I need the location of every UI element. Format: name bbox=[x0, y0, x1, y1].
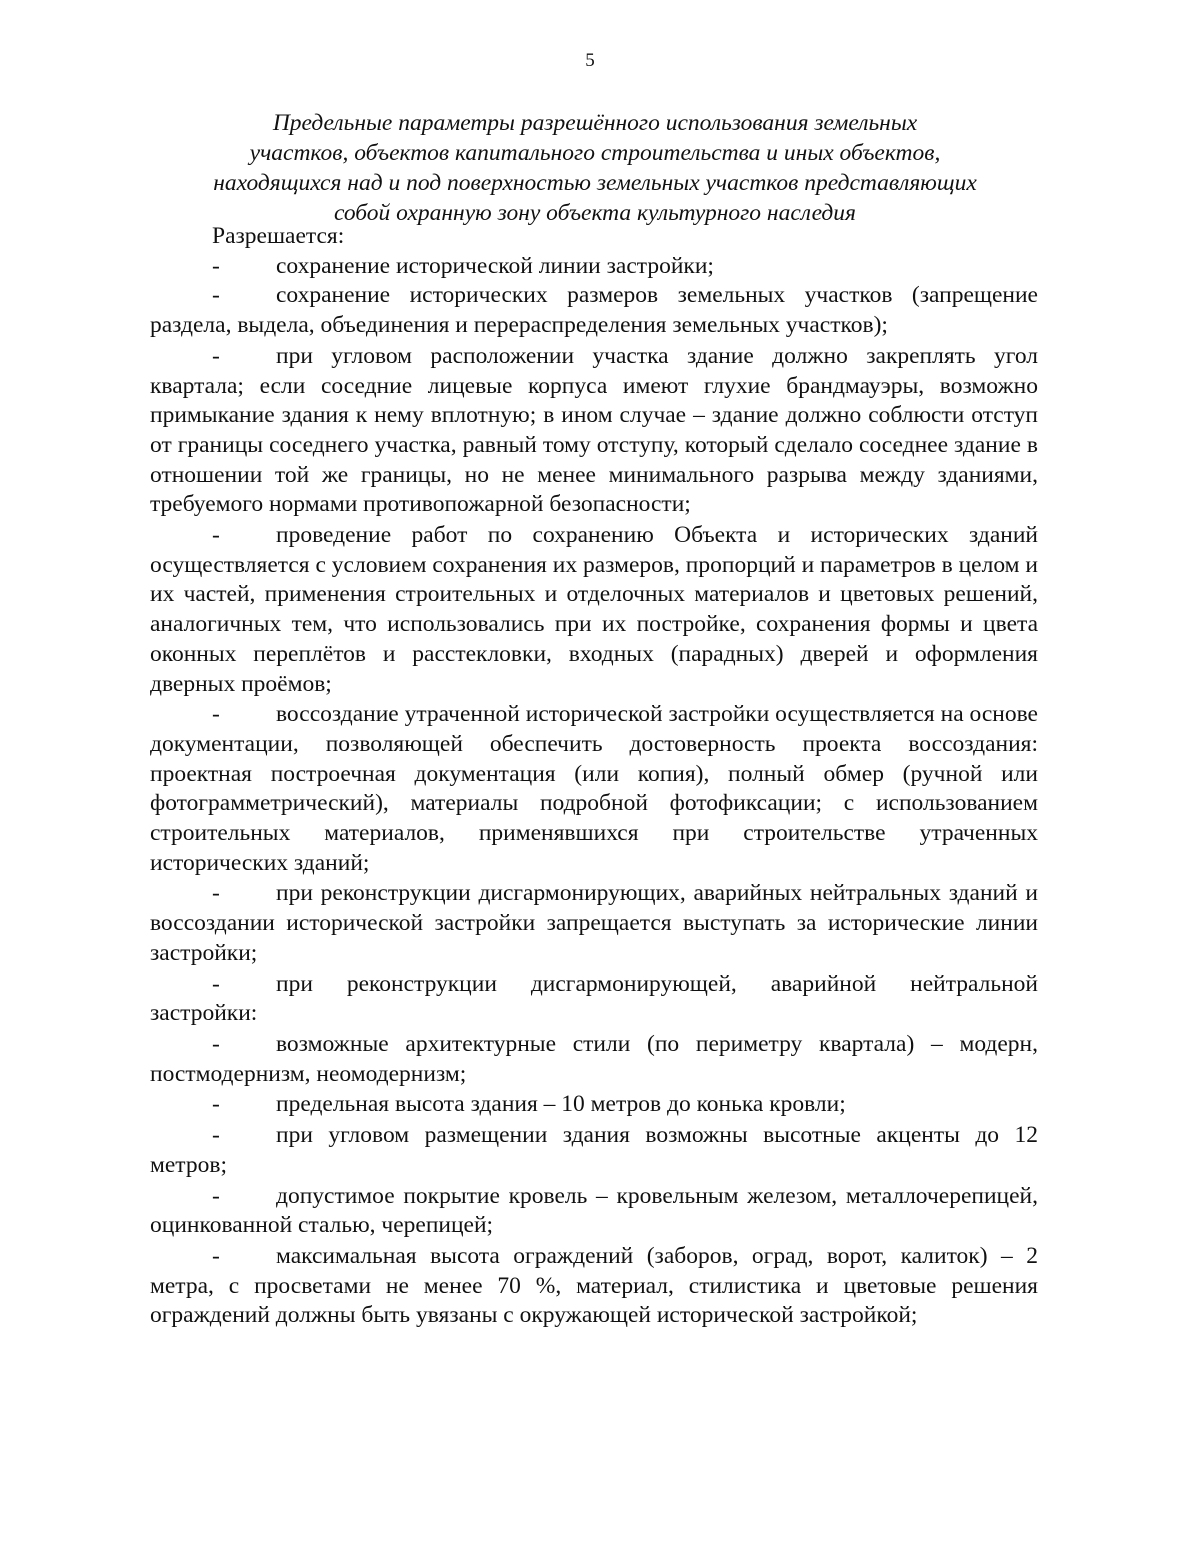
list-item bbox=[150, 879, 1038, 968]
list-dash: - bbox=[212, 342, 220, 369]
title-line: находящихся над и под поверхностью земельных участков представляющих bbox=[213, 170, 977, 196]
list-dash: - bbox=[212, 1030, 220, 1057]
list-item bbox=[150, 1242, 1038, 1331]
list-item-text: при угловом размещении здания возможны высотные акценты до 12 метров; bbox=[150, 1122, 1038, 1178]
list-item bbox=[150, 281, 1038, 340]
list-item bbox=[150, 252, 1038, 282]
list-dash: - bbox=[212, 1182, 220, 1209]
list-dash: - bbox=[212, 1091, 220, 1118]
list-dash: - bbox=[212, 701, 220, 728]
list-dash: - bbox=[212, 1242, 220, 1269]
list-dash: - bbox=[212, 252, 220, 279]
page-number: 5 bbox=[585, 50, 595, 71]
list-item-text: при реконструкции дисгармонирующей, аварийной нейтральной застройки: bbox=[150, 970, 1038, 1027]
document-body bbox=[150, 222, 1038, 1331]
list-item-text: сохранение исторических размеров земельных участков (запрещение раздела, выдела, объединения и перераспределения земельных участков); bbox=[150, 282, 1038, 339]
list-item-text: предельная высота здания – 10 метров до конька кровли; bbox=[276, 1091, 846, 1118]
title-line: собой охранную зону объекта культурного наследия bbox=[334, 200, 856, 226]
list-item bbox=[150, 1121, 1038, 1180]
list-item-text: возможные архитектурные стили (по периметру квартала) – модерн, постмодернизм, неомодернизм; bbox=[150, 1030, 1038, 1087]
list-item-text: допустимое покрытие кровель – кровельным железом, металлочерепицей, оцинкованной сталью, черепицей; bbox=[150, 1182, 1038, 1239]
list-dash: - bbox=[212, 970, 220, 997]
list-item-text: сохранение исторической линии застройки; bbox=[276, 252, 714, 279]
title-line: участков, объектов капитального строительства и иных объектов, bbox=[249, 140, 941, 166]
list-item-text: при реконструкции дисгармонирующих, аварийных нейтральных зданий и воссоздании исторической застройки запрещается выступать за исторические линии застройки; bbox=[150, 880, 1038, 966]
document-title bbox=[150, 108, 1040, 228]
list-item bbox=[150, 1182, 1038, 1241]
intro-label: Разрешается: bbox=[212, 223, 345, 249]
list-dash: - bbox=[212, 282, 220, 309]
list-item bbox=[150, 342, 1038, 520]
list-item-text: воссоздание утраченной исторической застройки осуществляется на основе документации, позволяющей обеспечить достоверность проекта воссоздания: проектная построечная документация (или копия), полный обмер (ручной или фотограмметрический), материалы подробной фотофиксации; с использованием строительных материалов, применявшихся при строительстве утраченных исторических зданий; bbox=[150, 701, 1038, 876]
list-item bbox=[150, 521, 1038, 699]
list-dash: - bbox=[212, 1122, 220, 1149]
list-item bbox=[150, 1030, 1038, 1089]
list-item bbox=[150, 1090, 1038, 1120]
list-dash: - bbox=[212, 522, 220, 549]
title-line: Предельные параметры разрешённого использования земельных bbox=[272, 110, 918, 136]
list-item-text: максимальная высота ограждений (заборов, оград, ворот, калиток) – 2 метра, с просветами не менее 70 %, материал, стилистика и цветовые решения ограждений должны быть увязаны с окружающей исторической застройкой; bbox=[150, 1242, 1038, 1329]
list-dash: - bbox=[212, 880, 220, 907]
list-item-text: при угловом расположении участка здание должно закреплять угол квартала; если соседние лицевые корпуса имеют глухие брандмауэры, возможно примыкание здания к нему вплотную; в ином случае – здание должно соблюсти отступ от границы соседнего участка, равный тому отступу, который сделало соседнее здание в отношении той же границы, но не менее минимального разрыва между зданиями, требуемого нормами противопожарной безопасности; bbox=[150, 342, 1038, 518]
list-item-text: проведение работ по сохранению Объекта и исторических зданий осуществляется с условием сохранения их размеров, пропорций и параметров в целом и их частей, применения строительных и отделочных материалов и цветовых решений, аналогичных тем, что использовались при их постройке, сохранения формы и цвета оконных переплётов и расстекловки, входных (парадных) дверей и оформления дверных проёмов; bbox=[150, 522, 1038, 697]
list-item bbox=[150, 700, 1038, 878]
list-item bbox=[150, 970, 1038, 1029]
